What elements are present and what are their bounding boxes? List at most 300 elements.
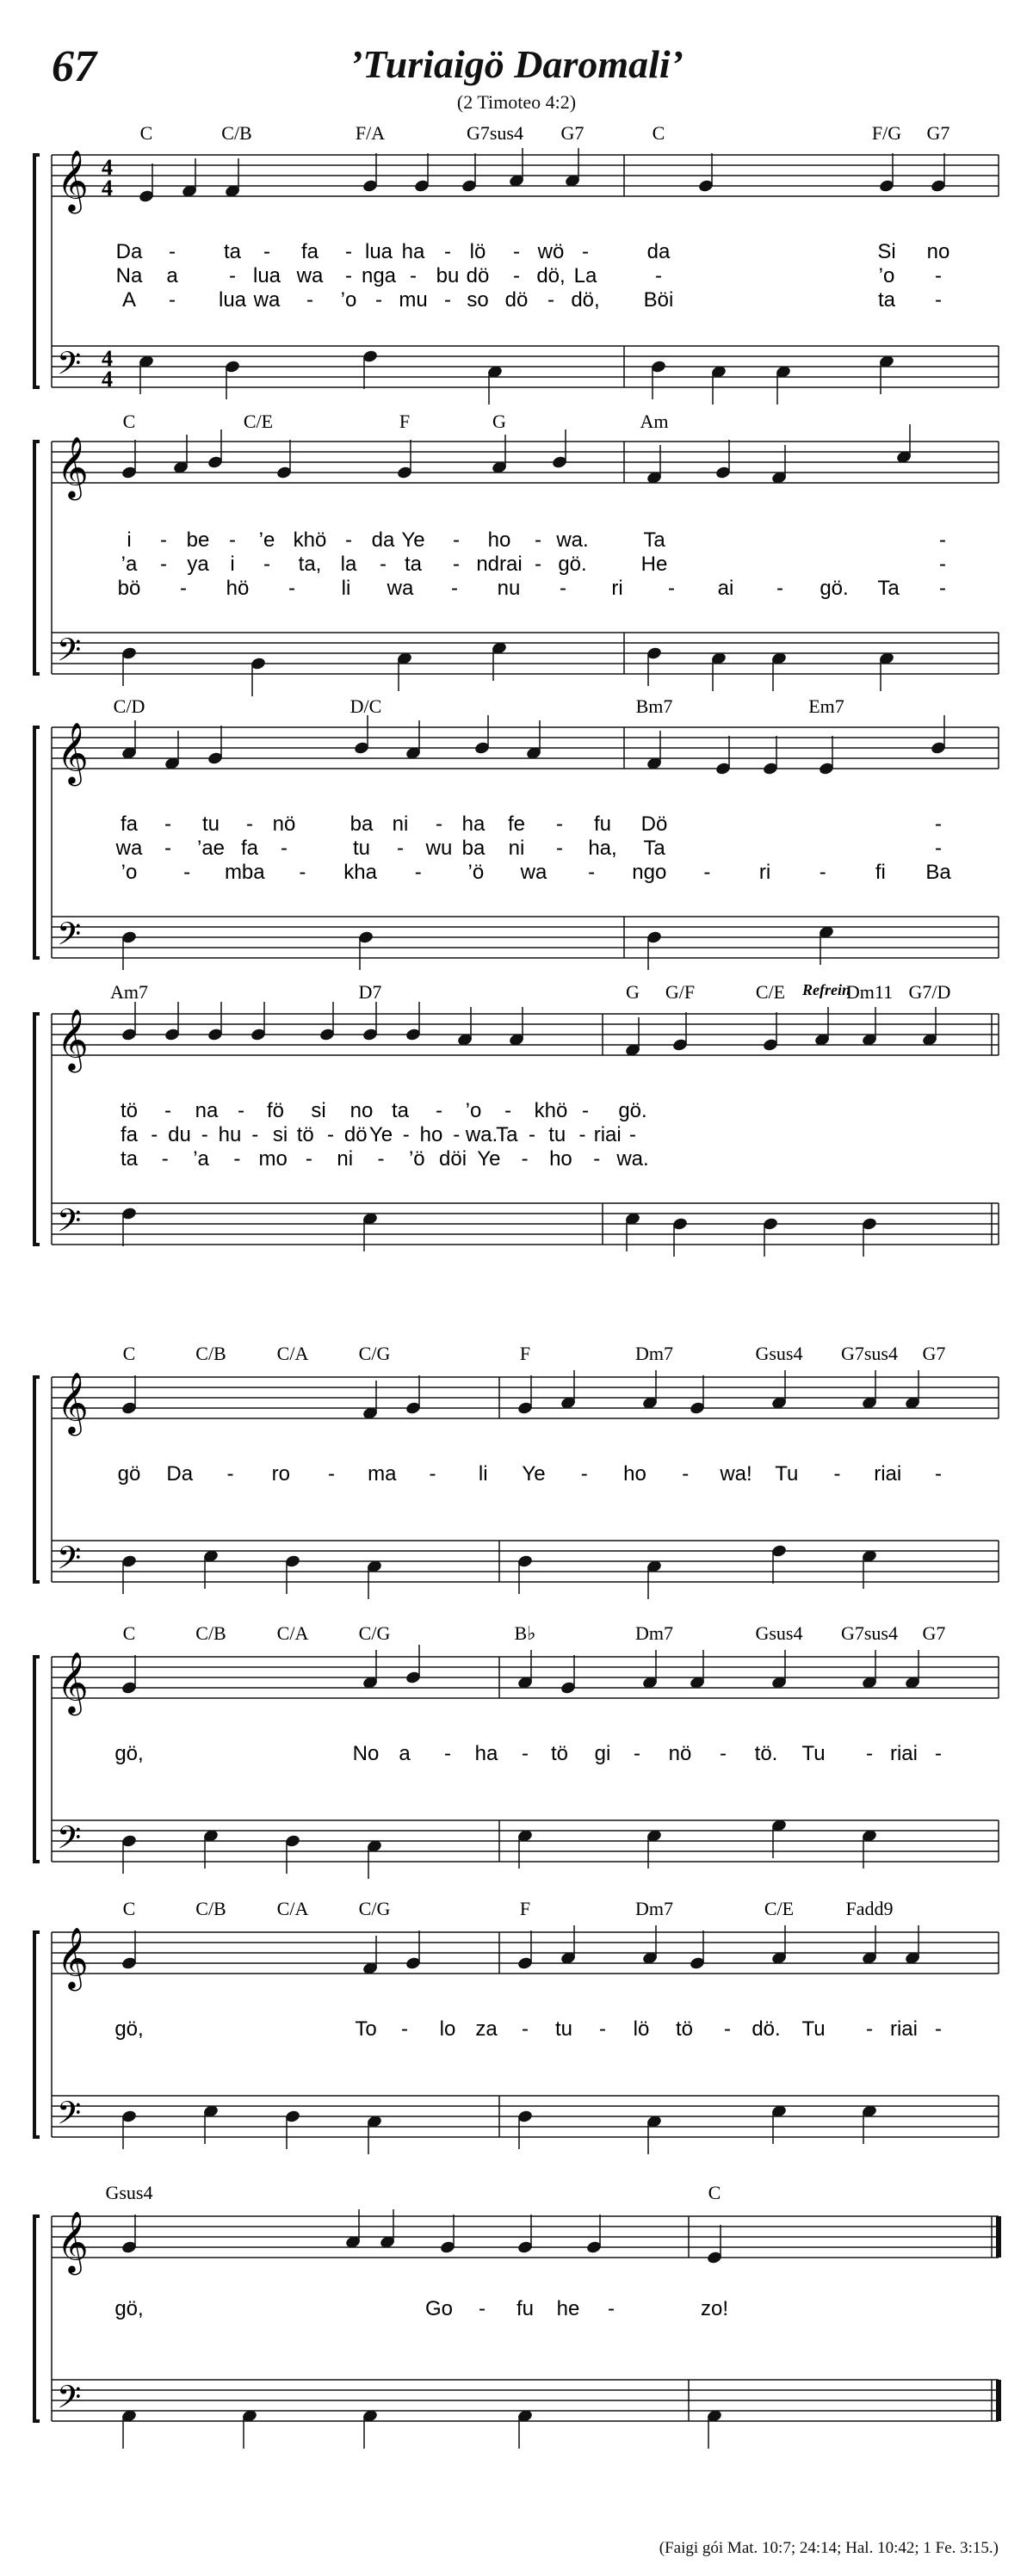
- lyric-hyphen: -: [504, 1099, 511, 1122]
- lyric-syllable: wa: [520, 861, 547, 884]
- lyric-hyphen: -: [151, 1123, 158, 1146]
- lyric-hyphen: -: [479, 2297, 486, 2320]
- lyric-syllable: Ye: [368, 1123, 393, 1146]
- lyric-syllable: ngo: [632, 861, 667, 884]
- treble-clef-icon: 𝄞: [57, 148, 89, 212]
- chord-symbol: Gsus4: [755, 1343, 803, 1364]
- lyric-syllable: Tu: [801, 1742, 826, 1765]
- bass-clef-icon: 𝄢: [57, 916, 82, 961]
- chord-symbol: G7sus4: [840, 1343, 899, 1364]
- lyric-syllable: Go: [424, 2297, 454, 2320]
- lyric-syllable: ’a: [121, 553, 138, 576]
- lyric-syllable: zo!: [700, 2297, 729, 2320]
- lyric-syllable: Ye: [477, 1147, 501, 1171]
- time-signature-top: 4: [102, 345, 113, 371]
- lyric-hyphen: -: [436, 1099, 442, 1122]
- chord-symbol: C: [122, 1343, 136, 1364]
- lyric-syllable: fa: [300, 240, 319, 263]
- lyric-syllable: Ta: [496, 1123, 518, 1146]
- chord-symbol: Gsus4: [105, 2182, 153, 2203]
- chord-symbol: C/B: [221, 122, 252, 144]
- lyric-hyphen: -: [453, 528, 460, 552]
- chord-symbol: C/E: [755, 981, 786, 1003]
- lyric-syllable: tö: [296, 1123, 314, 1146]
- chord-symbol: D7: [358, 981, 382, 1003]
- lyric-hyphen: -: [682, 1462, 690, 1486]
- lyric-syllable: ho: [623, 1462, 646, 1486]
- lyric-hyphen: -: [668, 577, 675, 600]
- chord-symbol: Em7: [808, 695, 844, 717]
- lyric-hyphen: -: [556, 837, 563, 860]
- lyric-syllable: mba: [224, 861, 265, 884]
- lyric-syllable: mo: [258, 1147, 288, 1171]
- lyric-syllable: riai: [593, 1123, 622, 1146]
- chord-symbol: C/B: [195, 1343, 226, 1364]
- lyric-syllable: wa!: [720, 1462, 752, 1486]
- lyric-syllable: fu: [593, 812, 612, 836]
- lyric-syllable: Ye: [401, 528, 425, 552]
- lyric-hyphen: -: [327, 1123, 334, 1146]
- lyric-syllable: hu: [218, 1123, 242, 1146]
- lyric-hyphen: -: [935, 812, 942, 836]
- lyric-hyphen: -: [377, 1147, 385, 1171]
- lyric-hyphen: -: [414, 861, 422, 884]
- lyric-syllable: fa: [240, 837, 259, 860]
- lyric-hyphen: -: [522, 1742, 529, 1765]
- time-signature-bottom: 4: [102, 175, 113, 201]
- chord-symbol: Dm11: [845, 981, 894, 1003]
- lyric-syllable: A: [121, 288, 137, 312]
- lyric-syllable: fa: [120, 1123, 139, 1146]
- chord-symbol: C/G: [358, 1898, 391, 1919]
- lyric-syllable: ’o: [878, 264, 895, 287]
- lyric-syllable: dö,: [571, 288, 600, 312]
- lyric-syllable: To: [355, 2017, 377, 2041]
- lyric-hyphen: -: [582, 240, 589, 263]
- lyric-hyphen: -: [629, 1123, 636, 1146]
- chord-symbol: F: [399, 411, 411, 432]
- lyric-hyphen: -: [939, 553, 946, 576]
- lyric-hyphen: -: [251, 1123, 259, 1146]
- lyric-hyphen: -: [169, 288, 176, 312]
- treble-clef-icon: 𝄞: [57, 435, 89, 498]
- lyric-syllable: tu: [548, 1123, 566, 1146]
- lyric-syllable: gö,: [114, 1742, 144, 1765]
- lyric-hyphen: -: [345, 264, 352, 287]
- lyric-hyphen: -: [451, 577, 458, 600]
- lyric-syllable: Ta: [877, 577, 900, 600]
- lyric-syllable: tö.: [754, 1742, 778, 1765]
- scripture-reference: (2 Timoteo 4:2): [456, 91, 577, 113]
- lyric-hyphen: -: [233, 1147, 241, 1171]
- lyric-syllable: i: [230, 553, 235, 576]
- lyric-syllable: riai: [874, 1462, 902, 1486]
- lyric-syllable: gö.: [820, 577, 849, 600]
- chord-symbol: C/A: [276, 1622, 309, 1644]
- lyric-syllable: Da: [115, 240, 143, 263]
- lyric-syllable: fi: [875, 861, 886, 884]
- lyric-syllable: ’o: [121, 861, 138, 884]
- lyric-hyphen: -: [935, 1742, 942, 1765]
- lyric-syllable: a: [399, 1742, 411, 1765]
- lyric-syllable: gö: [117, 1462, 141, 1486]
- lyric-syllable: riai: [889, 1742, 919, 1765]
- lyric-syllable: wa.: [556, 528, 589, 552]
- lyric-syllable: wa: [115, 837, 143, 860]
- lyric-hyphen: -: [164, 1099, 171, 1122]
- lyric-syllable: ya: [187, 553, 209, 576]
- lyric-syllable: no: [926, 240, 950, 263]
- lyric-syllable: a: [166, 264, 178, 287]
- lyric-syllable: fö: [266, 1099, 285, 1122]
- lyric-hyphen: -: [160, 553, 167, 576]
- lyric-syllable: no: [349, 1099, 374, 1122]
- refrain-label: Refrein: [802, 981, 851, 998]
- lyric-hyphen: -: [453, 553, 460, 576]
- lyric-syllable: bu: [436, 264, 460, 287]
- lyric-syllable: ta: [877, 288, 896, 312]
- lyric-hyphen: -: [305, 1147, 312, 1171]
- lyric-syllable: Na: [115, 264, 143, 287]
- lyric-syllable: i: [127, 528, 132, 552]
- chord-symbol: C/E: [764, 1898, 795, 1919]
- chord-symbol: Dm7: [635, 1343, 673, 1364]
- lyric-syllable: gö.: [558, 553, 587, 576]
- lyric-hyphen: -: [720, 1742, 727, 1765]
- lyric-syllable: khö: [534, 1099, 568, 1122]
- lyric-hyphen: -: [169, 240, 176, 263]
- lyric-hyphen: -: [819, 861, 826, 884]
- lyric-syllable: si: [311, 1099, 326, 1122]
- chord-symbol: G7sus4: [466, 122, 524, 144]
- lyric-hyphen: -: [521, 1147, 529, 1171]
- lyric-syllable: fe: [507, 812, 526, 836]
- lyric-syllable: Ba: [925, 861, 951, 884]
- chord-symbol: C/B: [195, 1622, 226, 1644]
- lyric-syllable: ho: [549, 1147, 572, 1171]
- lyric-syllable: nö: [272, 812, 296, 836]
- lyric-hyphen: -: [608, 2297, 615, 2320]
- system-bracket: [34, 1657, 40, 1862]
- hymn-title: ’Turiaigö Daromali’: [349, 42, 684, 86]
- chord-symbol: F: [519, 1898, 531, 1919]
- lyric-hyphen: -: [935, 2017, 942, 2041]
- lyric-syllable: döi: [439, 1147, 467, 1171]
- lyric-syllable: mu: [399, 288, 428, 312]
- time-signature-top: 4: [102, 154, 113, 180]
- lyric-syllable: Ye: [522, 1462, 546, 1486]
- lyric-syllable: be: [186, 528, 210, 552]
- lyric-syllable: ’a: [193, 1147, 209, 1171]
- chord-symbol: G7: [922, 1343, 946, 1364]
- lyric-syllable: Tu: [775, 1462, 799, 1486]
- lyric-syllable: lua: [218, 288, 247, 312]
- lyric-hyphen: -: [703, 861, 711, 884]
- system-bracket: [34, 1932, 40, 2137]
- chord-symbol: C/G: [358, 1622, 391, 1644]
- lyric-syllable: nga: [361, 264, 397, 287]
- treble-clef-icon: 𝄞: [57, 1650, 89, 1714]
- lyric-hyphen: -: [560, 577, 566, 600]
- lyric-syllable: wa.: [616, 1147, 649, 1171]
- bass-clef-icon: 𝄢: [57, 632, 82, 676]
- lyric-syllable: la: [340, 553, 357, 576]
- chord-symbol: C: [122, 1622, 136, 1644]
- lyric-syllable: ha: [474, 1742, 498, 1765]
- lyric-syllable: ’ae: [196, 837, 226, 860]
- lyric-syllable: fu: [516, 2297, 535, 2320]
- lyric-hyphen: -: [935, 1462, 942, 1486]
- bass-clef-icon: 𝄢: [57, 2095, 82, 2140]
- lyric-syllable: ’ö: [467, 861, 485, 884]
- lyric-hyphen: -: [226, 1462, 234, 1486]
- lyric-syllable: dö,: [536, 264, 566, 287]
- lyric-syllable: gö,: [114, 2017, 144, 2041]
- lyric-hyphen: -: [939, 528, 946, 552]
- lyric-hyphen: -: [444, 240, 451, 263]
- lyric-syllable: lua: [364, 240, 393, 263]
- lyric-syllable: Ta: [643, 837, 665, 860]
- treble-clef-icon: 𝄞: [57, 1370, 89, 1434]
- lyric-hyphen: -: [263, 240, 270, 263]
- lyric-syllable: si: [272, 1123, 288, 1146]
- lyric-hyphen: -: [935, 288, 942, 312]
- chord-symbol: C/E: [243, 411, 274, 432]
- chord-symbol: C: [139, 122, 153, 144]
- lyric-syllable: li: [341, 577, 351, 600]
- lyric-hyphen: -: [164, 837, 171, 860]
- lyric-hyphen: -: [401, 2017, 408, 2041]
- lyric-syllable: ba: [461, 837, 486, 860]
- lyric-hyphen: -: [183, 861, 191, 884]
- lyric-syllable: kha: [343, 861, 377, 884]
- chord-symbol: C/A: [276, 1343, 309, 1364]
- lyric-syllable: Tu: [801, 2017, 826, 2041]
- lyric-syllable: lö: [633, 2017, 650, 2041]
- hymn-number: 67: [52, 42, 96, 91]
- lyric-syllable: tu: [201, 812, 220, 836]
- lyric-syllable: ni: [508, 837, 525, 860]
- lyric-hyphen: -: [160, 528, 167, 552]
- bass-clef-icon: 𝄢: [57, 2379, 82, 2424]
- chord-symbol: Bm7: [635, 695, 673, 717]
- chord-symbol: C/A: [276, 1898, 309, 1919]
- lyric-syllable: na: [195, 1099, 219, 1122]
- lyric-syllable: ha,: [588, 837, 617, 860]
- lyric-hyphen: -: [288, 577, 295, 600]
- chord-symbol: F: [519, 1343, 531, 1364]
- chord-symbol: G7: [926, 122, 950, 144]
- treble-clef-icon: 𝄞: [57, 2209, 89, 2273]
- lyric-syllable: tu: [352, 837, 371, 860]
- lyric-hyphen: -: [588, 861, 596, 884]
- lyric-syllable: ba: [349, 812, 374, 836]
- lyric-hyphen: -: [522, 2017, 529, 2041]
- chord-symbol: Dm7: [635, 1622, 673, 1644]
- lyric-syllable: ai: [717, 577, 734, 600]
- chord-symbol: C: [652, 122, 665, 144]
- lyric-hyphen: -: [306, 288, 313, 312]
- lyric-hyphen: -: [866, 1742, 873, 1765]
- chord-symbol: C: [122, 1898, 136, 1919]
- chord-symbol: G7/D: [908, 981, 951, 1003]
- lyric-hyphen: -: [444, 1742, 451, 1765]
- lyric-syllable: ma: [368, 1462, 397, 1486]
- lyric-hyphen: -: [935, 264, 942, 287]
- lyric-hyphen: -: [776, 577, 783, 600]
- lyric-hyphen: -: [164, 812, 171, 836]
- lyric-syllable: ha: [461, 812, 486, 836]
- lyric-syllable: za: [475, 2017, 498, 2041]
- lyric-hyphen: -: [375, 288, 382, 312]
- chord-symbol: B♭: [514, 1622, 536, 1644]
- chord-symbol: Am7: [110, 981, 148, 1003]
- lyric-syllable: dö: [343, 1123, 368, 1146]
- treble-clef-icon: 𝄞: [57, 720, 89, 784]
- lyric-hyphen: -: [229, 528, 236, 552]
- chord-symbol: Am: [640, 411, 669, 432]
- lyric-hyphen: -: [535, 528, 541, 552]
- lyric-hyphen: -: [345, 240, 352, 263]
- lyric-syllable: lua: [252, 264, 281, 287]
- lyric-hyphen: -: [201, 1123, 208, 1146]
- lyric-syllable: ho: [487, 528, 511, 552]
- chord-symbol: F/A: [355, 122, 386, 144]
- lyric-syllable: dö: [504, 288, 529, 312]
- lyric-hyphen: -: [436, 812, 442, 836]
- lyric-syllable: wö: [537, 240, 565, 263]
- lyric-syllable: gö.: [618, 1099, 647, 1122]
- lyric-syllable: tö: [675, 2017, 694, 2041]
- lyric-syllable: li: [478, 1462, 488, 1486]
- lyric-syllable: ’ö: [408, 1147, 425, 1171]
- bass-clef-icon: 𝄢: [57, 1540, 82, 1585]
- lyric-hyphen: -: [402, 1123, 410, 1146]
- lyric-syllable: da: [646, 240, 671, 263]
- lyric-hyphen: -: [161, 1147, 169, 1171]
- lyric-hyphen: -: [246, 812, 253, 836]
- treble-clef-icon: 𝄞: [57, 1007, 89, 1071]
- lyric-hyphen: -: [299, 861, 306, 884]
- lyric-hyphen: -: [655, 264, 662, 287]
- lyric-hyphen: -: [410, 264, 417, 287]
- system-bracket: [34, 155, 40, 387]
- lyric-hyphen: -: [935, 837, 942, 860]
- lyric-syllable: tö: [120, 1099, 139, 1122]
- lyric-hyphen: -: [453, 1123, 461, 1146]
- lyric-hyphen: -: [593, 1147, 601, 1171]
- system-bracket: [34, 442, 40, 674]
- lyric-hyphen: -: [866, 2017, 873, 2041]
- chord-symbol: C: [122, 411, 136, 432]
- chord-symbol: D/C: [349, 695, 382, 717]
- lyric-syllable: ho: [419, 1123, 443, 1146]
- chord-symbol: G7: [560, 122, 585, 144]
- chord-symbol: C/G: [358, 1343, 391, 1364]
- lyric-hyphen: -: [263, 553, 270, 576]
- lyric-hyphen: -: [513, 240, 520, 263]
- chord-symbol: C/D: [113, 695, 145, 717]
- lyric-hyphen: -: [328, 1462, 335, 1486]
- lyric-hyphen: -: [724, 2017, 731, 2041]
- lyric-syllable: so: [467, 288, 489, 312]
- lyric-hyphen: -: [833, 1462, 841, 1486]
- lyric-hyphen: -: [429, 1462, 436, 1486]
- lyric-hyphen: -: [444, 288, 451, 312]
- chord-symbol: G/F: [665, 981, 696, 1003]
- lyric-syllable: riai: [889, 2017, 919, 2041]
- lyric-syllable: gi: [594, 1742, 611, 1765]
- lyric-syllable: ro: [271, 1462, 290, 1486]
- chord-symbol: G7sus4: [840, 1622, 899, 1644]
- lyric-syllable: ’e: [258, 528, 275, 552]
- lyric-syllable: he: [556, 2297, 580, 2320]
- lyric-syllable: ta: [391, 1099, 410, 1122]
- lyric-syllable: wa: [296, 264, 324, 287]
- chord-symbol: Dm7: [635, 1898, 673, 1919]
- system-bracket: [34, 727, 40, 958]
- lyric-hyphen: -: [939, 577, 946, 600]
- chord-symbol: Fadd9: [845, 1898, 894, 1919]
- time-signature-bottom: 4: [102, 366, 113, 392]
- lyric-syllable: dö: [466, 264, 490, 287]
- lyric-syllable: No: [352, 1742, 380, 1765]
- lyric-syllable: gö,: [114, 2297, 144, 2320]
- chord-symbol: G: [626, 981, 640, 1003]
- lyric-hyphen: -: [529, 1123, 535, 1146]
- lyric-syllable: da: [371, 528, 395, 552]
- lyric-hyphen: -: [281, 837, 288, 860]
- lyric-syllable: ta,: [298, 553, 322, 576]
- lyric-syllable: ta: [223, 240, 242, 263]
- lyric-syllable: ri: [611, 577, 623, 600]
- chord-symbol: C/B: [195, 1898, 226, 1919]
- lyric-syllable: wa: [387, 577, 414, 600]
- lyric-syllable: ndrai: [476, 553, 523, 576]
- lyric-syllable: lö: [469, 240, 486, 263]
- system-bracket: [34, 1014, 40, 1245]
- lyric-hyphen: -: [580, 1462, 588, 1486]
- lyric-hyphen: -: [578, 1123, 586, 1146]
- lyric-syllable: ri: [758, 861, 771, 884]
- chord-symbol: Gsus4: [755, 1622, 803, 1644]
- lyric-syllable: ’o: [465, 1099, 482, 1122]
- lyric-hyphen: -: [345, 528, 352, 552]
- footer-references: (Faigi gói Mat. 10:7; 24:14; Hal. 10:42; 1 Fe. 3:15.): [659, 2539, 999, 2557]
- lyric-syllable: nö: [668, 1742, 692, 1765]
- lyric-syllable: wu: [425, 837, 453, 860]
- lyric-syllable: He: [640, 553, 668, 576]
- lyric-syllable: bö: [117, 577, 141, 600]
- lyric-syllable: dö.: [752, 2017, 781, 2041]
- lyric-syllable: Da: [166, 1462, 194, 1486]
- lyric-syllable: fa: [120, 812, 139, 836]
- chord-symbol: G: [492, 411, 506, 432]
- lyric-syllable: ta: [120, 1147, 139, 1171]
- lyric-hyphen: -: [229, 264, 236, 287]
- lyric-syllable: khö: [293, 528, 327, 552]
- lyric-hyphen: -: [397, 837, 404, 860]
- lyric-syllable: tu: [554, 2017, 573, 2041]
- lyric-syllable: ta: [404, 553, 423, 576]
- lyric-syllable: nu: [497, 577, 521, 600]
- chord-symbol: G7: [922, 1622, 946, 1644]
- lyric-hyphen: -: [634, 1742, 640, 1765]
- lyric-hyphen: -: [535, 553, 541, 576]
- lyric-syllable: Böi: [643, 288, 674, 312]
- lyric-hyphen: -: [513, 264, 520, 287]
- lyric-syllable: tö: [550, 1742, 569, 1765]
